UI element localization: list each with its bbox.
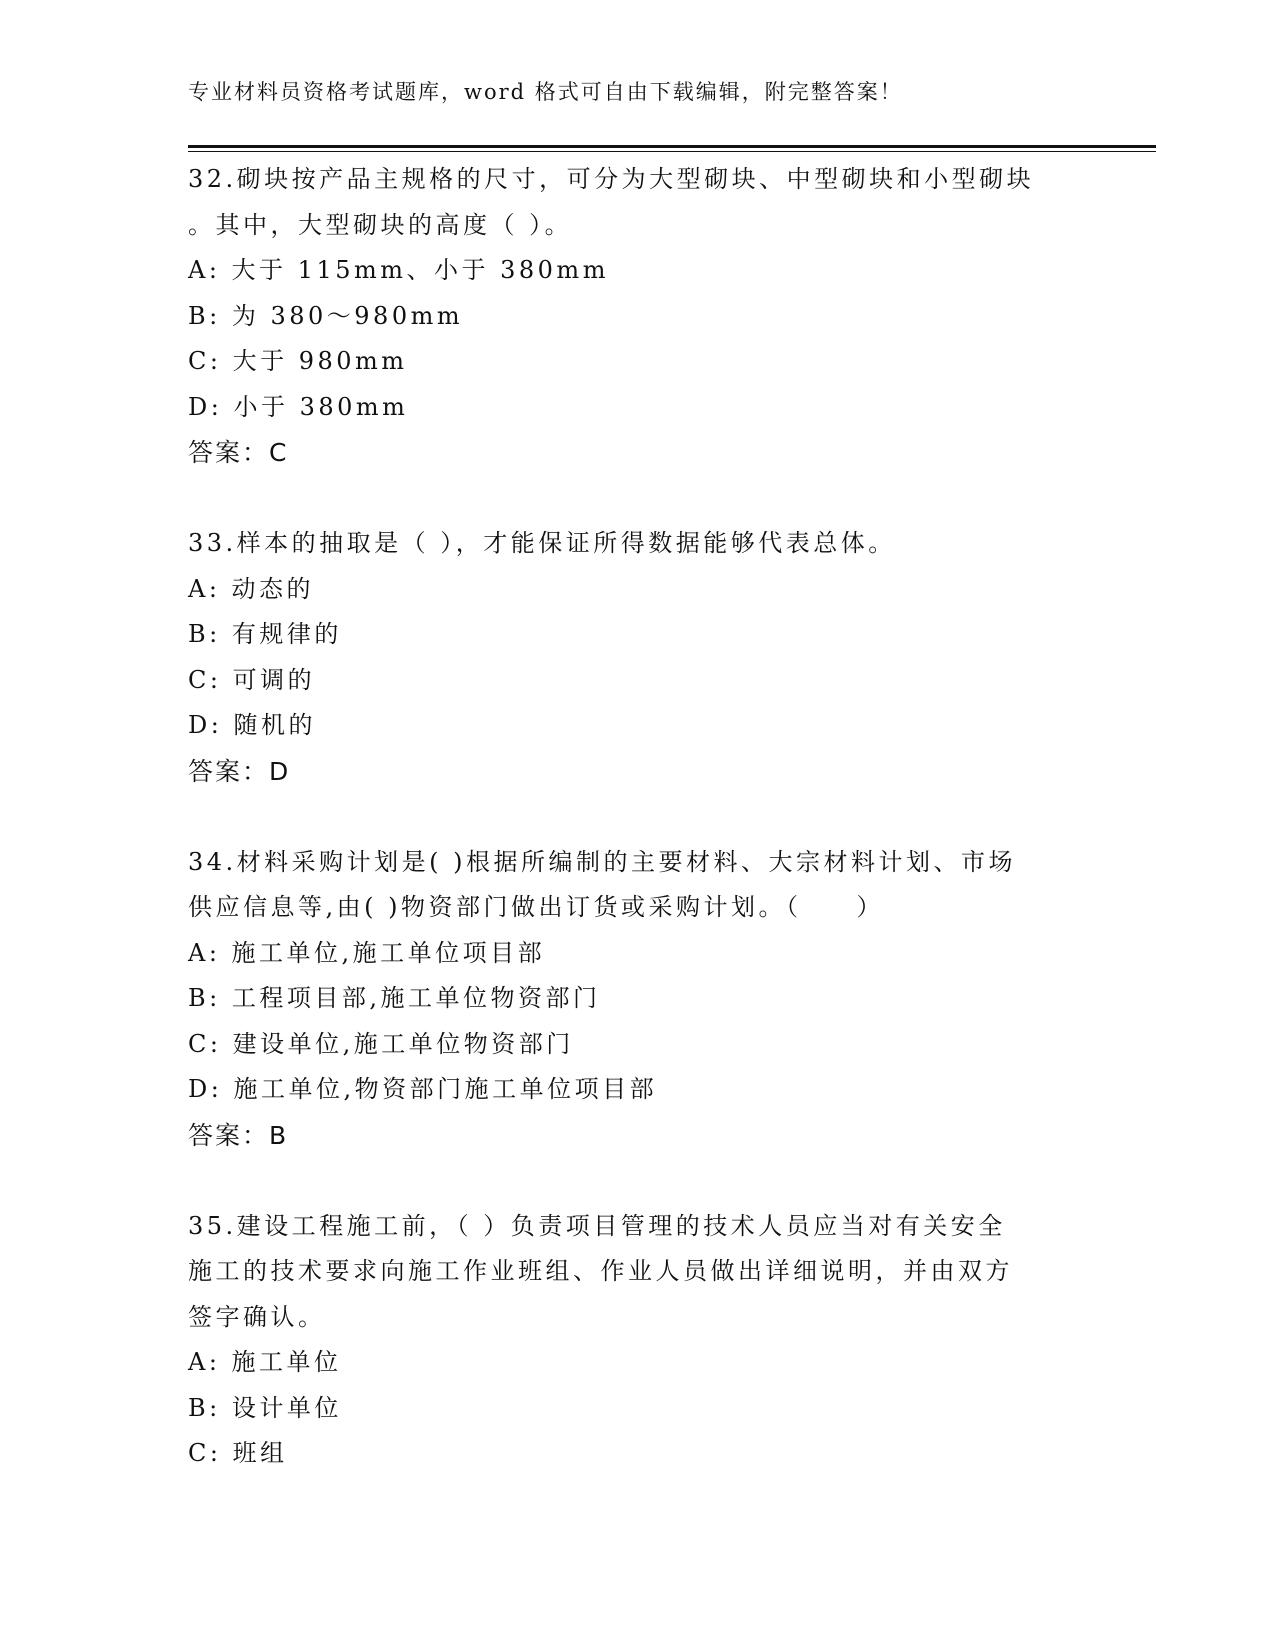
option-b: B: 设计单位 — [188, 1393, 342, 1422]
question-spacer — [188, 476, 1088, 522]
option-d: D: 随机的 — [188, 711, 316, 739]
option-a: A: 施工单位 — [188, 1348, 342, 1376]
question-stem-line: 34.材料采购计划是( )根据所编制的主要材料、大宗材料计划、市场 — [188, 847, 1017, 876]
option-a: A: 大于 115mm、小于 380mm — [188, 256, 609, 284]
option-c: C: 可调的 — [188, 665, 316, 694]
header-note: 专业材料员资格考试题库，word 格式可自由下载编辑，附完整答案！ — [188, 80, 903, 104]
option-b: B: 为 380～980mm — [188, 301, 464, 330]
question-stem-line: 。其中，大型砌块的高度（ ）。 — [188, 210, 573, 239]
header-rule-thick — [188, 145, 1156, 148]
question-spacer — [188, 1158, 1088, 1204]
option-a: A: 施工单位,施工单位项目部 — [188, 938, 546, 967]
question-32 — [188, 157, 1088, 476]
question-spacer — [188, 794, 1088, 840]
question-stem-line: 32.砌块按产品主规格的尺寸，可分为大型砌块、中型砌块和小型砌块 — [188, 165, 1035, 193]
question-stem-line: 签字确认。 — [188, 1302, 326, 1331]
answer-line: 答案：C — [188, 438, 289, 467]
question-35 — [188, 1204, 1088, 1477]
option-c: C: 大于 980mm — [188, 347, 408, 375]
option-a: A: 动态的 — [188, 574, 315, 603]
question-stem-line: 33.样本的抽取是（ ），才能保证所得数据能够代表总体。 — [188, 529, 896, 557]
option-b: B: 工程项目部,施工单位物资部门 — [188, 984, 601, 1012]
option-b: B: 有规律的 — [188, 620, 342, 648]
option-c: C: 班组 — [188, 1439, 288, 1467]
question-list — [188, 157, 1088, 1477]
option-d: D: 小于 380mm — [188, 392, 409, 421]
question-34 — [188, 840, 1088, 1159]
question-stem-line: 35.建设工程施工前，（ ）负责项目管理的技术人员应当对有关安全 — [188, 1211, 1006, 1240]
answer-line: 答案：B — [188, 1120, 289, 1150]
question-stem-line: 供应信息等,由( )物资部门做出订货或采购计划。（ ） — [188, 893, 884, 921]
option-d: D: 施工单位,物资部门施工单位项目部 — [188, 1075, 658, 1103]
option-c: C: 建设单位,施工单位物资部门 — [188, 1029, 574, 1058]
answer-line: 答案：D — [188, 756, 291, 786]
question-stem-line: 施工的技术要求向施工作业班组、作业人员做出详细说明，并由双方 — [188, 1257, 1013, 1285]
question-33 — [188, 521, 1088, 794]
header-rule-thin — [188, 151, 1156, 152]
